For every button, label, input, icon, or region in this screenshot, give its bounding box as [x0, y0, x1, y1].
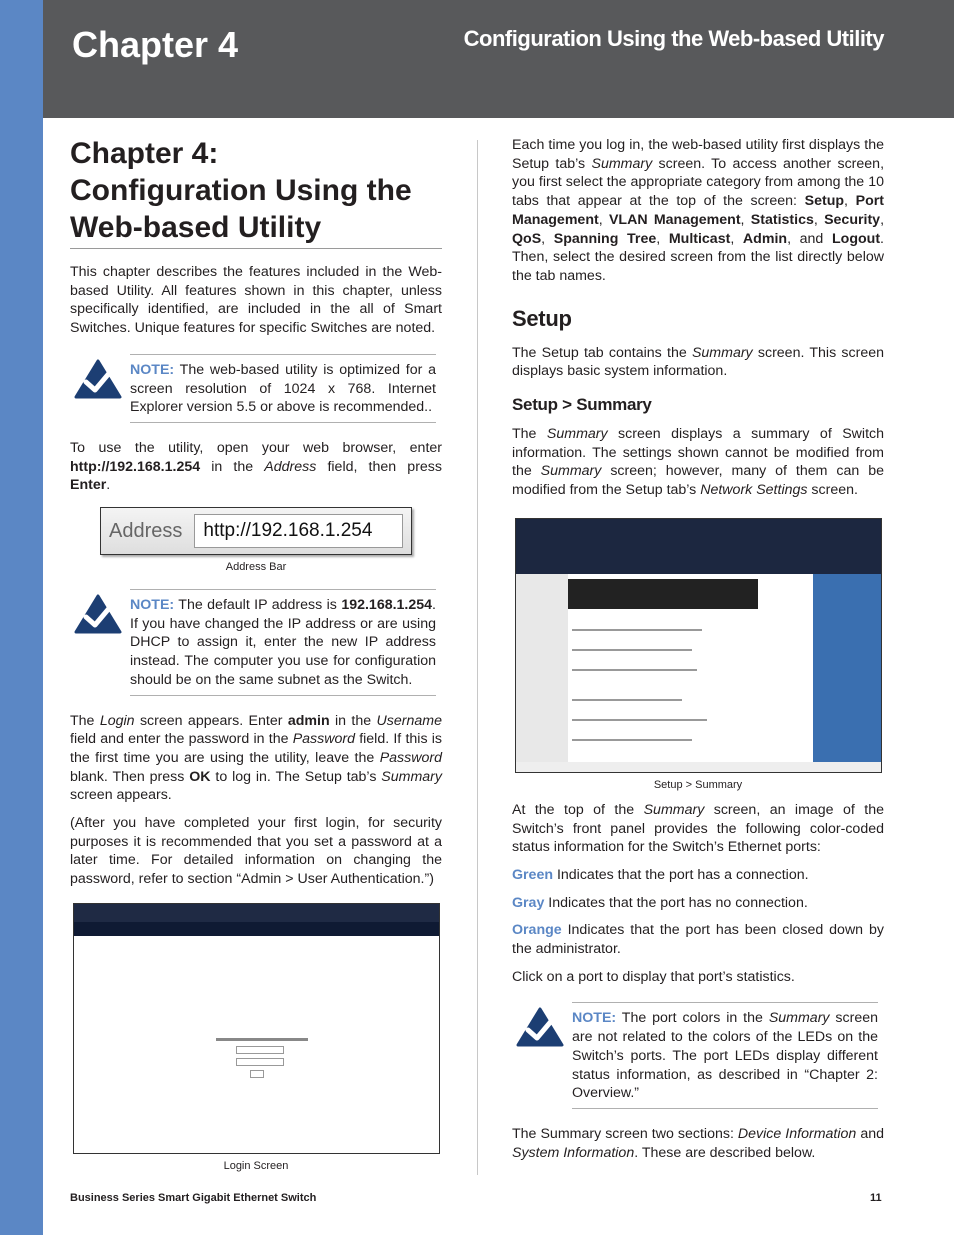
header-title: Configuration Using the Web-based Utility	[463, 26, 884, 51]
use-utility-paragraph: To use the utility, open your web browser, enter http://192.168.1.254 in the Address field, then press Enter.	[70, 439, 442, 494]
note-check-icon	[74, 594, 122, 634]
setup-heading: Setup	[512, 305, 572, 331]
login-paragraph: The Login screen appears. Enter admin in the Username field and enter the password in the Password field. If this is the first time you are using the utility, leave the Password blank. Then press OK to log in. The Setup tab’s Summary screen appears.	[70, 712, 442, 804]
note-box	[130, 354, 436, 423]
tabs-paragraph: Each time you log in, the web-based utility first displays the Setup tab’s Summary screen. To access another screen, you first select the appropriate category from among the 10 tabs that appear at the top of the screen: Setup, Port Management, VLAN Management, Statistics, Security, QoS, Spanning Tree, Multicast, Admin, and Logout. Then, select the desired screen from the list directly below the tab names.	[512, 137, 885, 284]
note-box: NOTE: The default IP address is 192.168.1.254. If you have changed the IP address or are using DHCP to assign it, enter the new IP address instead. The computer you use for configuration should be on the same subnet as the Switch.	[130, 589, 436, 696]
note-check-icon	[74, 359, 122, 399]
note-text: The web-based utility is optimized for a screen resolution of 1024 x 768. Internet Explorer version 5.5 or above is recommended..	[130, 361, 436, 416]
gray-item: Gray Indicates that the port has no connection.	[512, 894, 808, 911]
address-bar-image	[100, 507, 412, 555]
setup-paragraph: The Setup tab contains the Summary screen. This screen displays basic system information.	[512, 344, 884, 380]
summary-paragraph: The Summary screen displays a summary of Switch information. The settings shown cannot be modified from the Summary screen; however, many of them can be modified from the Setup tab’s Network Settings screen.	[512, 426, 884, 499]
heading-line: Configuration Using the	[70, 174, 412, 207]
chapter-label: Chapter 4	[72, 24, 239, 65]
chapter-heading	[70, 135, 442, 249]
column-divider	[477, 140, 478, 1175]
intro-paragraph: This chapter describes the features included in the Web-based Utility. All features shown in this chapter, unless specifically identified, are included in the all of Smart Switches. Unique features for specific Switches are noted.	[70, 264, 442, 337]
heading-line: Web-based Utility	[70, 211, 322, 244]
address-bar-caption: Address Bar	[225, 561, 287, 574]
login-screen-caption: Login Screen	[223, 1159, 289, 1172]
note-check-icon	[516, 1007, 564, 1047]
login-screen-image	[73, 903, 440, 1154]
login-screen-figure	[70, 903, 442, 1172]
note-label: NOTE:	[572, 1010, 617, 1027]
address-bar-label: Address	[109, 519, 183, 542]
green-item: Green Indicates that the port has a connection.	[512, 866, 809, 883]
orange-item: Orange Indicates that the port has been closed down by the administrator.	[512, 922, 884, 958]
address-bar-field: http://192.168.1.254	[194, 514, 403, 548]
click-port-paragraph: Click on a port to display that port’s statistics.	[512, 968, 795, 985]
left-column	[70, 135, 442, 1182]
page-number: 11	[870, 1192, 882, 1204]
left-sidebar-band	[0, 0, 43, 1235]
front-panel-paragraph: At the top of the Summary screen, an image of the Switch’s front panel provides the following color-coded status information for the Switch’s Ethernet ports:	[512, 801, 884, 856]
footer-product: Business Series Smart Gigabit Ethernet Switch	[70, 1192, 317, 1204]
summary-screen-figure	[512, 518, 884, 791]
sections-paragraph: The Summary screen two sections: Device Information and System Information. These are described below.	[512, 1125, 884, 1161]
note-label: NOTE:	[130, 597, 175, 614]
summary-heading: Setup > Summary	[512, 395, 652, 415]
summary-screen-caption: Setup > Summary	[653, 778, 743, 791]
summary-screen-image	[515, 518, 882, 773]
heading-line: Chapter 4:	[70, 137, 219, 170]
right-column	[512, 136, 884, 1171]
note-label: NOTE:	[130, 361, 175, 378]
note-box: NOTE: The port colors in the Summary screen are not related to the colors of the LEDs on the Switch’s ports. The port LEDs display different status information, as described in “Chapter 2: Overview.”	[572, 1002, 878, 1109]
after-login-paragraph: (After you have completed your first login, for security purposes it is recommended that you set a password at a later time. For detailed information on changing the password, refer to section “Admin > User Authentication.”)	[70, 815, 442, 888]
